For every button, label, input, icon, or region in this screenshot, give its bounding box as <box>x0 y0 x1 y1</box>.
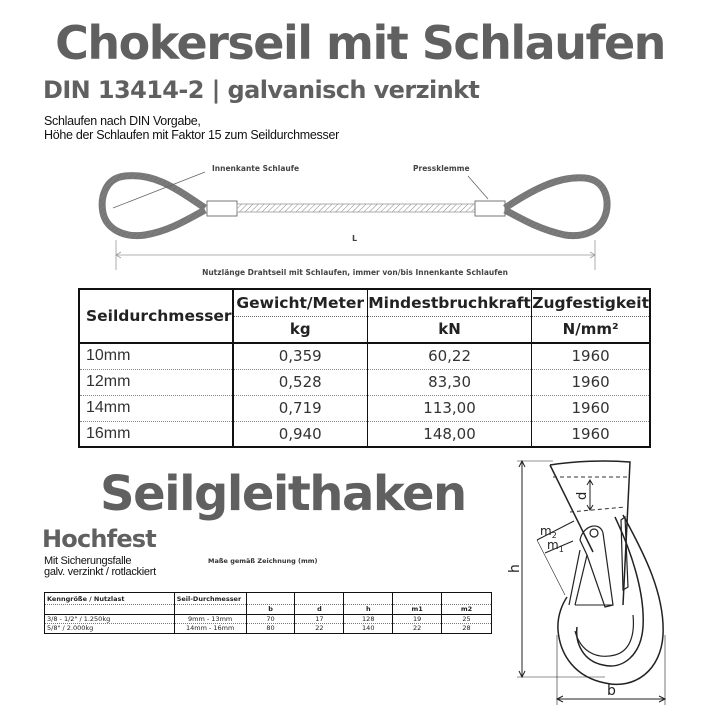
table-row <box>79 395 650 421</box>
col-header-rope-diameter: Seil-Durchmesser <box>174 593 246 605</box>
col-header-h: h <box>344 605 393 615</box>
col-header-empty <box>295 593 344 605</box>
col-header-empty <box>442 593 492 605</box>
hook-description <box>44 556 156 578</box>
length-label: L <box>352 234 358 243</box>
page-subtitle: DIN 13414-2 | galvanisch verzinkt <box>43 76 480 104</box>
col-header-size: Kenngröße / Nutzlast <box>45 593 175 605</box>
cell: 0,359 <box>233 343 368 369</box>
cell: 17 <box>295 614 344 624</box>
rope-diagram <box>95 158 615 286</box>
cell: 140 <box>344 624 393 634</box>
cell: 3/8 - 1/2" / 1.250kg <box>45 614 175 624</box>
cell: 83,30 <box>367 369 531 395</box>
cell: 1960 <box>532 369 650 395</box>
subheader-empty <box>45 605 175 615</box>
cell: 1960 <box>532 343 650 369</box>
dimensions-note: Maße gemäß Zeichnung (mm) <box>208 557 318 565</box>
cell: 1960 <box>571 424 610 443</box>
cell: 1960 <box>532 395 650 421</box>
cell: 80 <box>246 624 295 634</box>
hook-title: Seilgleithaken <box>100 466 466 522</box>
subheader-empty <box>174 605 246 615</box>
cell: 12mm <box>79 369 233 395</box>
table-row <box>79 343 650 369</box>
col-header-d: d <box>295 605 344 615</box>
cell: 5/8" / 2.000kg <box>47 624 94 633</box>
cell: 14mm <box>79 395 233 421</box>
description-line: Mit Sicherungsfalle <box>44 555 132 567</box>
dim-label-m1: $m_1$ <box>547 538 564 554</box>
col-header-empty <box>344 593 393 605</box>
hook-drawing <box>495 455 675 715</box>
cell: 9mm - 13mm <box>174 614 246 624</box>
col-header-diameter: Seildurchmesser <box>79 289 233 343</box>
clamp-label: Pressklemme <box>413 164 470 173</box>
cell: 0,528 <box>233 369 368 395</box>
cell: 10mm <box>79 343 233 369</box>
table-row <box>45 624 492 634</box>
cell: 70 <box>246 614 295 624</box>
hook-illustration <box>495 455 675 715</box>
hook-spec-table <box>44 592 492 634</box>
rope-caption: Nutzlänge Drahtseil mit Schlaufen, immer von/bis Innenkante Schlaufen <box>202 268 508 277</box>
cell: 14mm - 16mm <box>174 624 246 634</box>
dim-label-d: d <box>575 491 590 500</box>
cell: 0,940 <box>233 421 368 447</box>
unit-breaking-force: kN <box>367 316 531 343</box>
col-header-empty <box>393 593 442 605</box>
col-header-m1: m1 <box>393 605 442 615</box>
rope-spec-table <box>78 288 651 448</box>
dim-label-m2: $m_2$ <box>540 524 557 540</box>
cell: 16mm <box>79 421 233 447</box>
col-header-tensile: Zugfestigkeit <box>532 289 650 316</box>
description-line: Schlaufen nach DIN Vorgabe, <box>44 114 201 128</box>
table-row <box>45 614 492 624</box>
inner-edge-label: Innenkante Schlaufe <box>212 164 300 173</box>
page-title: Chokerseil mit Schlaufen <box>55 16 665 70</box>
col-header-empty <box>246 593 295 605</box>
col-header-breaking-force: Mindestbruchkraft <box>367 289 531 316</box>
cell: 128 <box>344 614 393 624</box>
dim-label-b: b <box>607 683 616 699</box>
table-row <box>79 421 650 447</box>
cell: 22 <box>393 624 442 634</box>
cell: 19 <box>393 614 442 624</box>
cell: 22 <box>295 624 344 634</box>
unit-tensile: N/mm² <box>532 316 650 343</box>
col-header-weight: Gewicht/Meter <box>233 289 368 316</box>
unit-weight: kg <box>233 316 368 343</box>
hook-subtitle: Hochfest <box>42 525 156 553</box>
cell: 0,719 <box>233 395 368 421</box>
cell: 60,22 <box>367 343 531 369</box>
cell: 113,00 <box>367 395 531 421</box>
col-header-b: b <box>246 605 295 615</box>
rope-description <box>44 114 339 142</box>
cell: 25 <box>442 614 492 624</box>
description-line: Höhe der Schlaufen mit Faktor 15 zum Seildurchmesser <box>44 128 339 142</box>
dim-label-h: h <box>507 564 523 573</box>
cell: 28 <box>442 624 492 634</box>
cell: 148,00 <box>367 421 531 447</box>
table-row <box>79 369 650 395</box>
description-line: galv. verzinkt / rotlackiert <box>44 566 156 578</box>
rope-illustration <box>95 158 615 286</box>
col-header-m2: m2 <box>442 605 492 615</box>
